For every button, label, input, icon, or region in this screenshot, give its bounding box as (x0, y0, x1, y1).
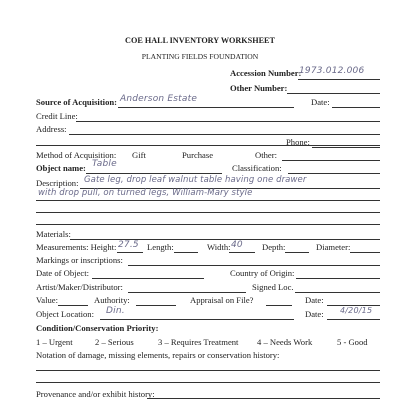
notation-label: Notation of damage, missing elements, repairs or conservation history: (36, 350, 280, 360)
measurements-label: Measurements: Height: (36, 242, 117, 252)
markings-label: Markings or inscriptions: (36, 255, 123, 265)
appraisal-date-label: Date: (305, 295, 324, 305)
method-other-label: Other: (255, 150, 277, 160)
appraisal-field[interactable] (266, 305, 292, 306)
phone-field[interactable] (312, 147, 380, 148)
depth-field[interactable] (285, 252, 309, 253)
markings-field[interactable] (128, 265, 380, 266)
address-field-1[interactable] (69, 134, 380, 135)
source-value: Anderson Estate (120, 94, 198, 104)
width-label: Width: (207, 242, 231, 252)
value-label: Value: (36, 295, 58, 305)
diameter-field[interactable] (350, 252, 380, 253)
location-date-value: 4/20/15 (340, 306, 373, 315)
accession-line[interactable] (298, 79, 380, 80)
location-label: Object Location: (36, 309, 94, 319)
source-date-label: Date: (311, 97, 330, 107)
address-label: Address: (36, 124, 67, 134)
credit-line-label: Credit Line: (36, 111, 78, 121)
provenance-label: Provenance and/or exhibit history: (36, 389, 155, 399)
object-name-line[interactable] (86, 173, 222, 174)
classification-field[interactable] (288, 173, 380, 174)
credit-line-field[interactable] (76, 121, 380, 122)
location-value: Din. (106, 306, 125, 316)
country-label: Country of Origin: (230, 268, 295, 278)
description-value-1: Gate leg, drop leaf walnut table having one drawer (84, 175, 307, 185)
depth-label: Depth: (262, 242, 286, 252)
description-label: Description: (36, 178, 79, 188)
method-other-field[interactable] (282, 160, 380, 161)
description-value-2: with drop pull, on turned legs, William-Mary style (38, 188, 253, 198)
condition-label: Condition/Conservation Priority: (36, 323, 159, 333)
object-name-label: Object name: (36, 163, 86, 173)
other-number-label: Other Number: (230, 83, 288, 93)
condition-option-requires-treatment[interactable]: 3 – Requires Treatment (158, 337, 239, 347)
condition-option-urgent[interactable]: 1 – Urgent (36, 337, 73, 347)
authority-field[interactable] (136, 305, 176, 306)
phone-label: Phone: (286, 137, 310, 147)
description-line-3[interactable] (36, 212, 380, 213)
location-date-label: Date: (305, 309, 324, 319)
address-field-2[interactable] (36, 145, 380, 146)
location-date-field[interactable] (327, 319, 380, 320)
description-line-4[interactable] (36, 224, 380, 225)
source-date-line[interactable] (332, 107, 380, 108)
signed-field[interactable] (295, 292, 380, 293)
method-gift[interactable]: Gift (132, 150, 146, 160)
accession-value: 1973.012.006 (299, 66, 365, 76)
signed-label: Signed Loc. (252, 282, 294, 292)
value-field[interactable] (58, 305, 88, 306)
artist-field[interactable] (128, 292, 246, 293)
date-of-object-field[interactable] (92, 278, 204, 279)
country-field[interactable] (296, 278, 380, 279)
provenance-field[interactable] (147, 398, 380, 399)
appraisal-label: Appraisal on File? (190, 295, 254, 305)
object-name-value: Table (92, 159, 117, 169)
description-line-2[interactable] (36, 200, 380, 201)
location-field[interactable] (100, 319, 294, 320)
condition-option-serious[interactable]: 2 – Serious (95, 337, 134, 347)
worksheet-title: COE HALL INVENTORY WORKSHEET (125, 36, 275, 45)
condition-option-needs-work[interactable]: 4 – Needs Work (257, 337, 313, 347)
notation-line-1[interactable] (36, 370, 380, 371)
materials-label: Materials: (36, 229, 71, 239)
authority-label: Authority: (94, 295, 130, 305)
notation-line-2[interactable] (36, 382, 380, 383)
method-label: Method of Acquisition: (36, 150, 117, 160)
source-label: Source of Acquisition: (36, 97, 118, 107)
height-value: 27.5 (118, 240, 139, 250)
diameter-label: Diameter: (316, 242, 351, 252)
height-field[interactable] (117, 252, 143, 253)
method-purchase[interactable]: Purchase (182, 150, 214, 160)
foundation-subtitle: PLANTING FIELDS FOUNDATION (141, 52, 259, 61)
materials-field[interactable] (70, 239, 380, 240)
date-of-object-label: Date of Object: (36, 268, 89, 278)
source-line[interactable] (118, 107, 294, 108)
accession-label: Accession Number: (230, 68, 302, 78)
classification-label: Classification: (232, 163, 282, 173)
condition-option-good[interactable]: 5 - Good (337, 337, 368, 347)
length-label: Length: (147, 242, 174, 252)
width-value: 40 (231, 240, 243, 250)
width-field[interactable] (229, 252, 255, 253)
length-field[interactable] (174, 252, 198, 253)
other-number-line[interactable] (287, 93, 380, 94)
artist-label: Artist/Maker/Distributor: (36, 282, 123, 292)
